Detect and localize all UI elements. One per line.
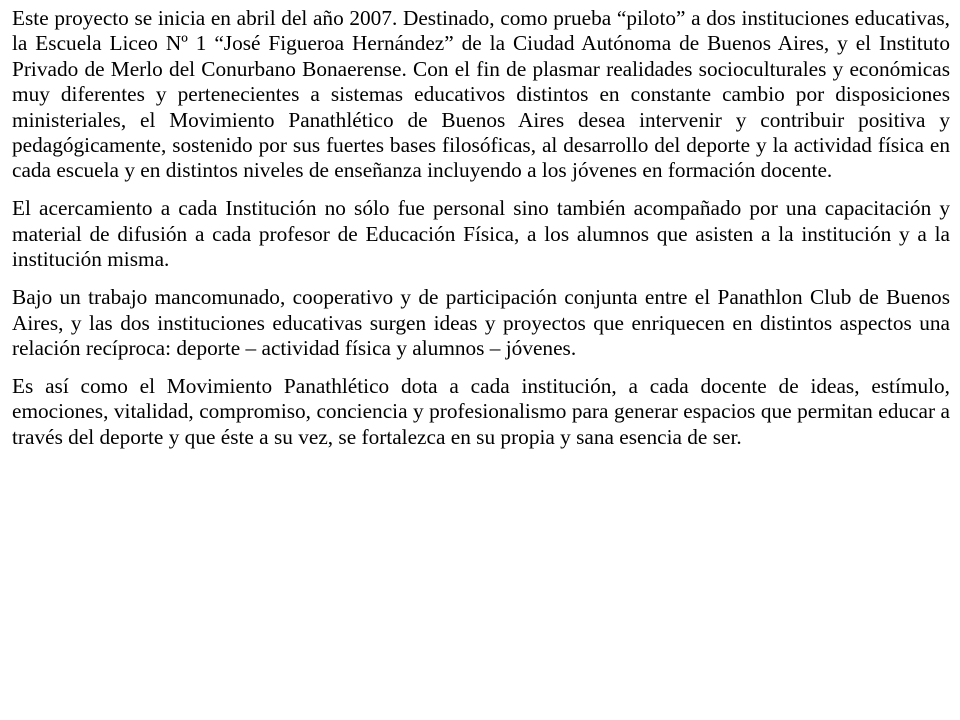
paragraph-institution-approach: El acercamiento a cada Institución no sólo fue personal sino también acompañado por una capacitación y material de difusión a cada profesor de Educación Física, a los alumnos que asisten a la institución y a la institución misma.: [12, 196, 950, 272]
document-body: [12, 6, 950, 463]
paragraph-joint-work: Bajo un trabajo mancomunado, cooperativo y de participación conjunta entre el Panathlon Club de Buenos Aires, y las dos instituciones educativas surgen ideas y proyectos que enriquecen en distintos aspectos una relación recíproca: deporte – actividad física y alumnos – jóvenes.: [12, 285, 950, 361]
paragraph-project-intro: Este proyecto se inicia en abril del año 2007. Destinado, como prueba “piloto” a dos instituciones educativas, la Escuela Liceo Nº 1 “José Figueroa Hernández” de la Ciudad Autónoma de Buenos Aires, y el Instituto Privado de Merlo del Conurbano Bonaerense. Con el fin de plasmar realidades socioculturales y económicas muy diferentes y pertenecientes a sistemas educativos distintos en constante cambio por disposiciones ministeriales, el Movimiento Panathlético de Buenos Aires desea intervenir y contribuir positiva y pedagógicamente, sostenido por sus fuertes bases filosóficas, al desarrollo del deporte y la actividad física en cada escuela y en distintos niveles de enseñanza incluyendo a los jóvenes en formación docente.: [12, 6, 950, 183]
paragraph-panathletic-movement: Es así como el Movimiento Panathlético dota a cada institución, a cada docente de ideas, estímulo, emociones, vitalidad, compromiso, conciencia y profesionalismo para generar espacios que permitan educar a través del deporte y que éste a su vez, se fortalezca en su propia y sana esencia de ser.: [12, 374, 950, 449]
